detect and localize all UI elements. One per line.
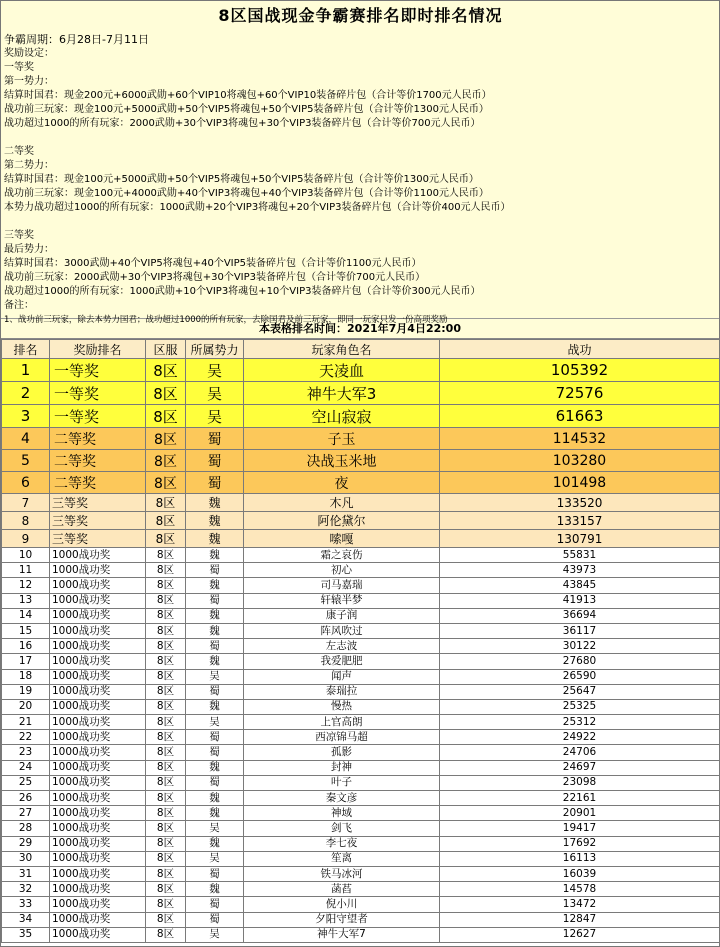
rank-cell: 10 [2,548,50,563]
notice-line: 本势力战功超过1000的所有玩家：1000武勋+20个VIP3将魂包+20个VIP3装备碎片包（合计等价400元人民币） [4,202,511,213]
server-cell: 8区 [146,866,186,881]
rank-cell: 14 [2,608,50,623]
col-header-server: 区服 [146,340,186,359]
notice-line: 备注： [4,300,34,311]
notice-line: 战功超过1000的所有玩家：1000武勋+10个VIP3将魂包+10个VIP3装备碎片包（合计等价300元人民币） [4,286,481,297]
merit-cell: 23098 [440,775,720,790]
merit-cell: 17692 [440,836,720,851]
table-body [2,359,720,943]
player-name-cell: 神牛大军3 [244,382,440,405]
player-name-cell: 秦文彦 [244,791,440,806]
server-cell: 8区 [146,428,186,450]
player-name-cell: 决战玉米地 [244,450,440,472]
table-row [2,382,720,405]
rank-cell: 16 [2,639,50,654]
page-title: 8区国战现金争霸赛排名即时排名情况 [218,6,503,25]
merit-cell: 22161 [440,791,720,806]
server-cell: 8区 [146,512,186,530]
prize-cell: 1000战功奖 [50,760,146,775]
server-cell: 8区 [146,821,186,836]
merit-cell: 61663 [440,405,720,428]
prize-cell: 1000战功奖 [50,578,146,593]
table-row [2,882,720,897]
server-cell: 8区 [146,897,186,912]
merit-cell: 130791 [440,530,720,548]
player-name-cell: 倪小川 [244,897,440,912]
player-name-cell: 神牛大军7 [244,927,440,942]
rank-cell: 28 [2,821,50,836]
rank-cell: 20 [2,699,50,714]
player-name-cell: 西凉锦马超 [244,730,440,745]
faction-cell: 蜀 [186,912,244,927]
faction-cell: 吴 [186,927,244,942]
player-name-cell: 叶子 [244,775,440,790]
rank-cell: 4 [2,428,50,450]
faction-cell: 魏 [186,806,244,821]
server-cell: 8区 [146,623,186,638]
table-row [2,359,720,382]
player-name-cell: 子玉 [244,428,440,450]
server-cell: 8区 [146,715,186,730]
col-header-rank: 排名 [2,340,50,359]
notice-line: 争霸周期：6月28日-7月11日 [4,33,149,46]
server-cell: 8区 [146,578,186,593]
notice-line: 战功前三玩家：现金100元+4000武勋+40个VIP3将魂包+40个VIP3装备碎片包（合计等价1100元人民币） [4,188,489,199]
col-header-name: 玩家角色名 [244,340,440,359]
server-cell: 8区 [146,639,186,654]
prize-cell: 1000战功奖 [50,882,146,897]
table-row [2,563,720,578]
faction-cell: 蜀 [186,639,244,654]
rank-cell: 7 [2,494,50,512]
player-name-cell: 康子润 [244,608,440,623]
player-name-cell: 阵风吹过 [244,623,440,638]
faction-cell: 吴 [186,382,244,405]
merit-cell: 24706 [440,745,720,760]
faction-cell: 魏 [186,699,244,714]
prize-cell: 1000战功奖 [50,791,146,806]
table-row [2,472,720,494]
server-cell: 8区 [146,405,186,428]
server-cell: 8区 [146,548,186,563]
notice-line: 战功超过1000的所有玩家：2000武勋+30个VIP3将魂包+30个VIP3装备碎片包（合计等价700元人民币） [4,118,481,129]
faction-cell: 蜀 [186,775,244,790]
merit-cell: 13472 [440,897,720,912]
faction-cell: 蜀 [186,730,244,745]
player-name-cell: 初心 [244,563,440,578]
server-cell: 8区 [146,530,186,548]
faction-cell: 蜀 [186,593,244,608]
server-cell: 8区 [146,593,186,608]
table-row [2,806,720,821]
player-name-cell: 封神 [244,760,440,775]
player-name-cell: 左志波 [244,639,440,654]
faction-cell: 魏 [186,548,244,563]
notice-line [4,215,717,229]
server-cell: 8区 [146,927,186,942]
prize-cell: 一等奖 [50,405,146,428]
notice-line: 奖励设定： [4,48,54,59]
prize-cell: 1000战功奖 [50,715,146,730]
ranking-time: 本表格排名时间：2021年7月4日22:00 [1,319,719,339]
rank-cell: 2 [2,382,50,405]
prize-cell: 1000战功奖 [50,821,146,836]
notice-line [4,131,717,145]
table-row [2,836,720,851]
player-name-cell: 空山寂寂 [244,405,440,428]
player-name-cell: 慢热 [244,699,440,714]
rank-cell: 23 [2,745,50,760]
server-cell: 8区 [146,654,186,669]
faction-cell: 蜀 [186,897,244,912]
prize-cell: 1000战功奖 [50,851,146,866]
player-name-cell: 神域 [244,806,440,821]
server-cell: 8区 [146,775,186,790]
notice-line: 结算时国君：现金200元+6000武勋+60个VIP10将魂包+60个VIP10装备碎片包（合计等价1700元人民币） [4,90,492,101]
rank-cell: 22 [2,730,50,745]
faction-cell: 魏 [186,882,244,897]
server-cell: 8区 [146,699,186,714]
table-row [2,775,720,790]
notice-line: 结算时国君：现金100元+5000武勋+50个VIP5将魂包+50个VIP5装备碎片包（合计等价1300元人民币） [4,174,479,185]
prize-cell: 1000战功奖 [50,639,146,654]
merit-cell: 43845 [440,578,720,593]
server-cell: 8区 [146,359,186,382]
prize-cell: 一等奖 [50,359,146,382]
rank-cell: 25 [2,775,50,790]
notice-line: 二等奖 [4,146,34,157]
faction-cell: 蜀 [186,563,244,578]
table-row [2,715,720,730]
rank-cell: 3 [2,405,50,428]
merit-cell: 16039 [440,866,720,881]
faction-cell: 魏 [186,578,244,593]
merit-cell: 72576 [440,382,720,405]
player-name-cell: 轩辕半梦 [244,593,440,608]
rank-cell: 17 [2,654,50,669]
rank-cell: 18 [2,669,50,684]
prize-cell: 1000战功奖 [50,563,146,578]
prize-cell: 1000战功奖 [50,775,146,790]
table-row [2,512,720,530]
player-name-cell: 笙离 [244,851,440,866]
player-name-cell: 天凌血 [244,359,440,382]
merit-cell: 133520 [440,494,720,512]
rank-cell: 6 [2,472,50,494]
rank-cell: 5 [2,450,50,472]
prize-cell: 1000战功奖 [50,730,146,745]
table-row [2,730,720,745]
player-name-cell: 泰瑞拉 [244,684,440,699]
notice-line: 一等奖 [4,62,34,73]
faction-cell: 蜀 [186,472,244,494]
server-cell: 8区 [146,669,186,684]
merit-cell: 25325 [440,699,720,714]
player-name-cell: 夕阳守望者 [244,912,440,927]
prize-cell: 1000战功奖 [50,927,146,942]
notice-panel [1,1,719,325]
player-name-cell: 阿伦黛尔 [244,512,440,530]
merit-cell: 24922 [440,730,720,745]
faction-cell: 吴 [186,405,244,428]
faction-cell: 魏 [186,494,244,512]
server-cell: 8区 [146,882,186,897]
table-row [2,578,720,593]
player-name-cell: 闻声 [244,669,440,684]
table-row [2,428,720,450]
rank-cell: 21 [2,715,50,730]
prize-cell: 一等奖 [50,382,146,405]
rank-cell: 19 [2,684,50,699]
ranking-table [1,339,720,943]
prize-cell: 1000战功奖 [50,608,146,623]
faction-cell: 魏 [186,530,244,548]
prize-cell: 二等奖 [50,450,146,472]
table-row [2,927,720,942]
faction-cell: 魏 [186,608,244,623]
player-name-cell: 孤影 [244,745,440,760]
prize-cell: 二等奖 [50,472,146,494]
merit-cell: 36117 [440,623,720,638]
server-cell: 8区 [146,608,186,623]
table-row [2,866,720,881]
merit-cell: 24697 [440,760,720,775]
merit-cell: 12847 [440,912,720,927]
faction-cell: 吴 [186,715,244,730]
table-row [2,851,720,866]
prize-cell: 1000战功奖 [50,593,146,608]
merit-cell: 12627 [440,927,720,942]
server-cell: 8区 [146,563,186,578]
table-row [2,639,720,654]
prize-cell: 1000战功奖 [50,669,146,684]
prize-cell: 1000战功奖 [50,654,146,669]
rank-cell: 33 [2,897,50,912]
faction-cell: 魏 [186,623,244,638]
prize-cell: 1000战功奖 [50,897,146,912]
notice-line: 第二势力： [4,160,54,171]
player-name-cell: 剑飞 [244,821,440,836]
notice-line: 战功前三玩家：2000武勋+30个VIP3将魂包+30个VIP3装备碎片包（合计等价700元人民币） [4,272,426,283]
player-name-cell: 木凡 [244,494,440,512]
rank-cell: 35 [2,927,50,942]
col-header-faction: 所属势力 [186,340,244,359]
rank-cell: 26 [2,791,50,806]
server-cell: 8区 [146,791,186,806]
table-row [2,791,720,806]
faction-cell: 蜀 [186,684,244,699]
server-cell: 8区 [146,745,186,760]
player-name-cell: 上官高朗 [244,715,440,730]
player-name-cell: 嗦嘎 [244,530,440,548]
merit-cell: 19417 [440,821,720,836]
notice-line: 1、战功前三玩家，除去本势力国君；战功超过1000的所有玩家，去除国君及前三玩家，即同一玩家只发一份高项奖励 [4,315,448,325]
server-cell: 8区 [146,494,186,512]
server-cell: 8区 [146,382,186,405]
col-header-merit: 战功 [440,340,720,359]
table-row [2,669,720,684]
table-row [2,760,720,775]
faction-cell: 蜀 [186,428,244,450]
table-row [2,623,720,638]
merit-cell: 27680 [440,654,720,669]
server-cell: 8区 [146,730,186,745]
merit-cell: 101498 [440,472,720,494]
rank-cell: 13 [2,593,50,608]
faction-cell: 蜀 [186,450,244,472]
table-row [2,745,720,760]
faction-cell: 蜀 [186,745,244,760]
rank-cell: 8 [2,512,50,530]
prize-cell: 1000战功奖 [50,623,146,638]
rank-cell: 1 [2,359,50,382]
prize-cell: 1000战功奖 [50,745,146,760]
rank-cell: 30 [2,851,50,866]
player-name-cell: 菡萏 [244,882,440,897]
merit-cell: 36694 [440,608,720,623]
faction-cell: 魏 [186,791,244,806]
player-name-cell: 李七夜 [244,836,440,851]
table-row [2,494,720,512]
rank-cell: 9 [2,530,50,548]
faction-cell: 吴 [186,359,244,382]
col-header-prize: 奖励排名 [50,340,146,359]
prize-cell: 三等奖 [50,494,146,512]
prize-cell: 三等奖 [50,512,146,530]
prize-cell: 1000战功奖 [50,912,146,927]
server-cell: 8区 [146,851,186,866]
prize-cell: 1000战功奖 [50,806,146,821]
prize-cell: 1000战功奖 [50,684,146,699]
rank-cell: 27 [2,806,50,821]
prize-cell: 三等奖 [50,530,146,548]
server-cell: 8区 [146,450,186,472]
player-name-cell: 铁马冰河 [244,866,440,881]
merit-cell: 20901 [440,806,720,821]
table-row [2,593,720,608]
faction-cell: 魏 [186,512,244,530]
table-row [2,405,720,428]
faction-cell: 吴 [186,821,244,836]
notice-line: 三等奖 [4,230,34,241]
faction-cell: 吴 [186,669,244,684]
prize-cell: 二等奖 [50,428,146,450]
faction-cell: 魏 [186,654,244,669]
merit-cell: 14578 [440,882,720,897]
notice-lines [4,33,717,327]
table-row [2,654,720,669]
merit-cell: 25647 [440,684,720,699]
faction-cell: 魏 [186,760,244,775]
table-row [2,548,720,563]
merit-cell: 26590 [440,669,720,684]
player-name-cell: 司马嘉瑞 [244,578,440,593]
server-cell: 8区 [146,684,186,699]
prize-cell: 1000战功奖 [50,866,146,881]
table-header-row [2,340,720,359]
server-cell: 8区 [146,836,186,851]
notice-line: 最后势力： [4,244,54,255]
merit-cell: 114532 [440,428,720,450]
faction-cell: 吴 [186,851,244,866]
rank-cell: 29 [2,836,50,851]
rank-cell: 34 [2,912,50,927]
server-cell: 8区 [146,806,186,821]
rank-cell: 24 [2,760,50,775]
rank-cell: 32 [2,882,50,897]
prize-cell: 1000战功奖 [50,548,146,563]
merit-cell: 41913 [440,593,720,608]
merit-cell: 133157 [440,512,720,530]
merit-cell: 30122 [440,639,720,654]
server-cell: 8区 [146,472,186,494]
merit-cell: 16113 [440,851,720,866]
faction-cell: 蜀 [186,866,244,881]
player-name-cell: 我爱肥肥 [244,654,440,669]
merit-cell: 43973 [440,563,720,578]
merit-cell: 25312 [440,715,720,730]
rank-cell: 12 [2,578,50,593]
server-cell: 8区 [146,760,186,775]
table-row [2,450,720,472]
merit-cell: 105392 [440,359,720,382]
rank-cell: 11 [2,563,50,578]
notice-line: 结算时国君：3000武勋+40个VIP5将魂包+40个VIP5装备碎片包（合计等价1100元人民币） [4,258,422,269]
table-row [2,530,720,548]
player-name-cell: 霜之哀伤 [244,548,440,563]
table-row [2,821,720,836]
merit-cell: 55831 [440,548,720,563]
prize-cell: 1000战功奖 [50,699,146,714]
rank-cell: 31 [2,866,50,881]
player-name-cell: 夜 [244,472,440,494]
table-row [2,684,720,699]
faction-cell: 魏 [186,836,244,851]
table-row [2,699,720,714]
table-row [2,912,720,927]
notice-line: 战功前三玩家：现金100元+5000武勋+50个VIP5将魂包+50个VIP5装备碎片包（合计等价1300元人民币） [4,104,489,115]
table-row [2,608,720,623]
server-cell: 8区 [146,912,186,927]
table-row [2,897,720,912]
rank-cell: 15 [2,623,50,638]
merit-cell: 103280 [440,450,720,472]
notice-line: 第一势力： [4,76,54,87]
prize-cell: 1000战功奖 [50,836,146,851]
